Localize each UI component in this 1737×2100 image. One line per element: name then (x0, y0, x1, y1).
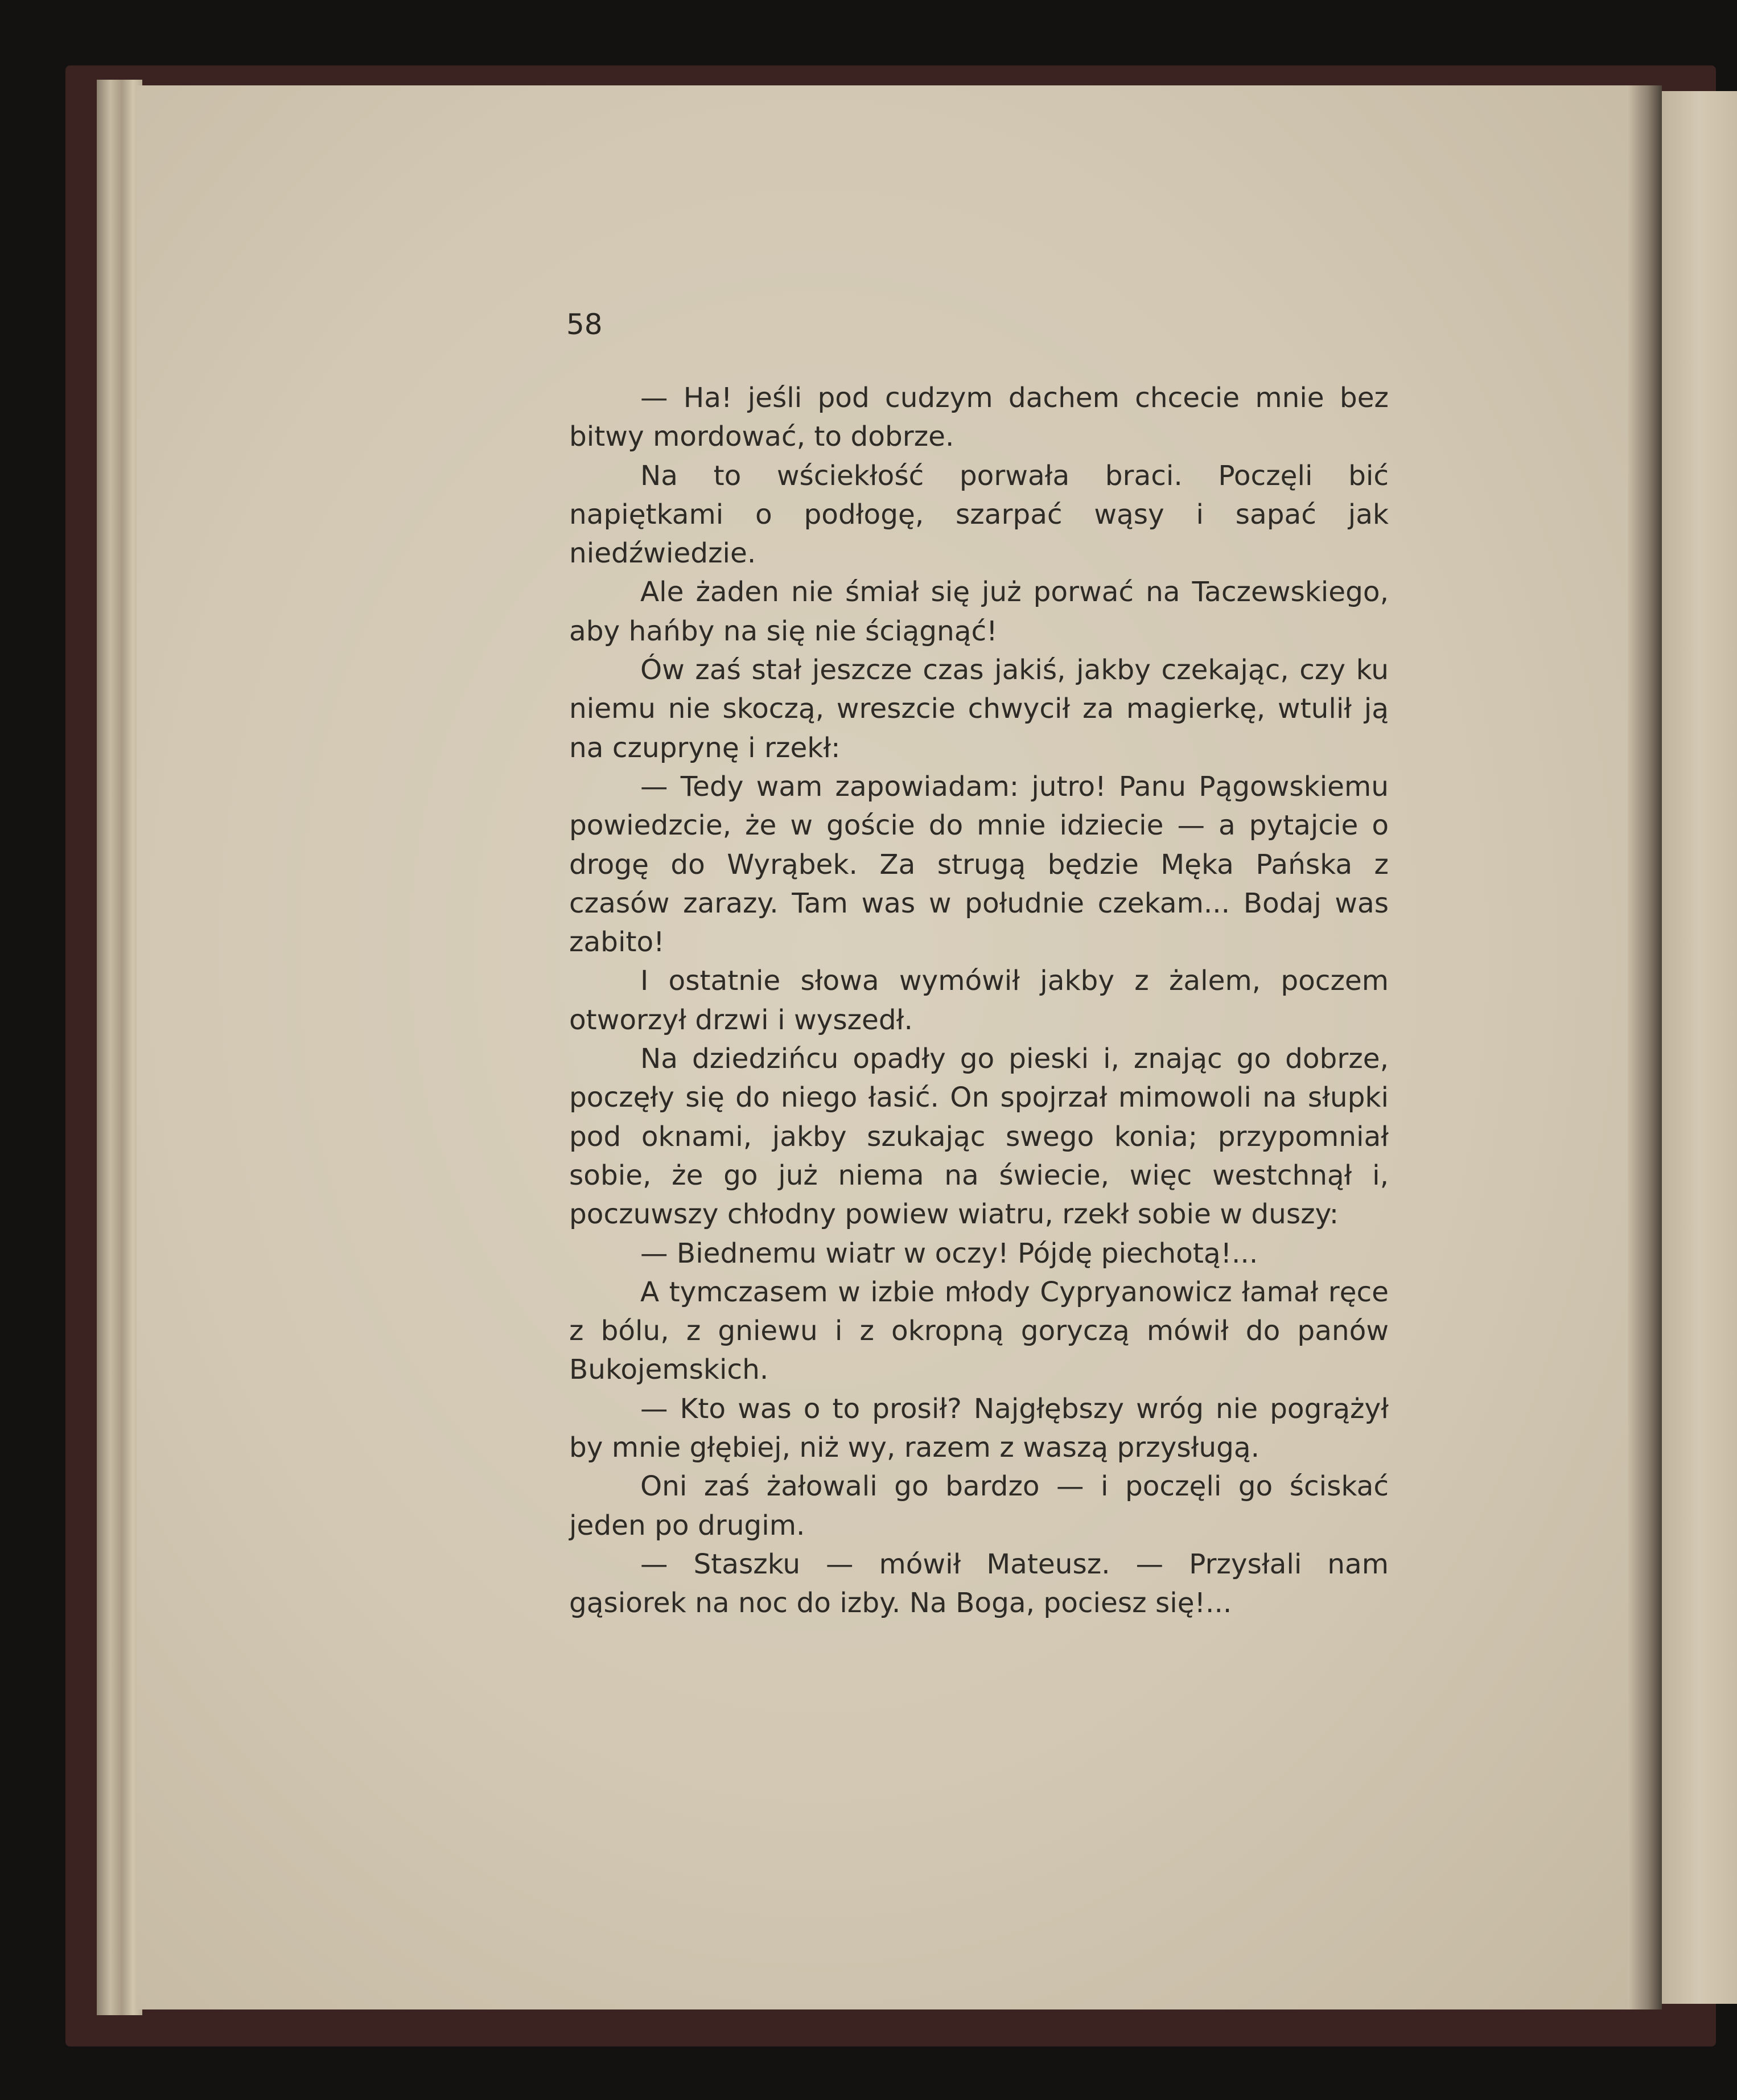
page-number: 58 (566, 308, 603, 341)
paragraph: Ów zaś stał jeszcze czas jakiś, jakby czekając, czy ku niemu nie skoczą, wreszcie chwycił za magierkę, wtulił ją na czuprynę i rzekł: (569, 654, 1389, 764)
facing-page-edge (1662, 91, 1737, 2004)
paragraph: — Tedy wam zapowiadam: jutro! Panu Pągowskiemu powiedzcie, że w goście do mnie idziecie — a pytajcie o drogę do Wyrąbek. Za strugą będzie Męka Pańska z czasów zarazy. Tam was w południe czekam... Bodaj was zabito! (569, 770, 1389, 959)
paragraph: Oni zaś żałowali go bardzo — i poczęli go ściskać jeden po drugim. (569, 1470, 1389, 1542)
paragraph: Ale żaden nie śmiał się już porwać na Taczewskiego, aby hańby na się nie ściągnąć! (569, 576, 1389, 647)
paragraph: I ostatnie słowa wymówił jakby z żalem, poczem otworzył drzwi i wyszedł. (569, 965, 1389, 1036)
paragraph: Na to wściekłość porwała braci. Poczęli bić napiętkami o podłogę, szarpać wąsy i sapać jak niedźwiedzie. (569, 459, 1389, 570)
paragraph: A tymczasem w izbie młody Cypryanowicz łamał ręce z bólu, z gniewu i z okropną goryczą mówił do panów Bukojemskich. (569, 1276, 1389, 1386)
paragraph: — Kto was o to prosił? Najgłębszy wróg nie pogrążył by mnie głębiej, niż wy, razem z waszą przysługą. (569, 1392, 1389, 1464)
paragraph: Na dziedzińcu opadły go pieski i, znając go dobrze, poczęły się do niego łasić. On spojrzał mimowoli na słupki pod oknami, jakby szukając swego konia; przypomniał sobie, że go już niema na świecie, więc westchnął i, poczuwszy chłodny powiew wiatru, rzekł sobie w duszy: (569, 1043, 1389, 1231)
paragraph: — Biednemu wiatr w oczy! Pójdę piechotą!... (640, 1237, 1258, 1269)
page-stack-edge (97, 80, 142, 2015)
paragraph: — Ha! jeśli pod cudzym dachem chcecie mnie bez bitwy mordować, to dobrze. (569, 382, 1389, 453)
book-gutter (1628, 85, 1662, 2009)
paragraph: — Staszku — mówił Mateusz. — Przysłali nam gąsiorek na noc do izby. Na Boga, pociesz się!... (569, 1548, 1389, 1620)
body-text (569, 379, 1389, 1623)
